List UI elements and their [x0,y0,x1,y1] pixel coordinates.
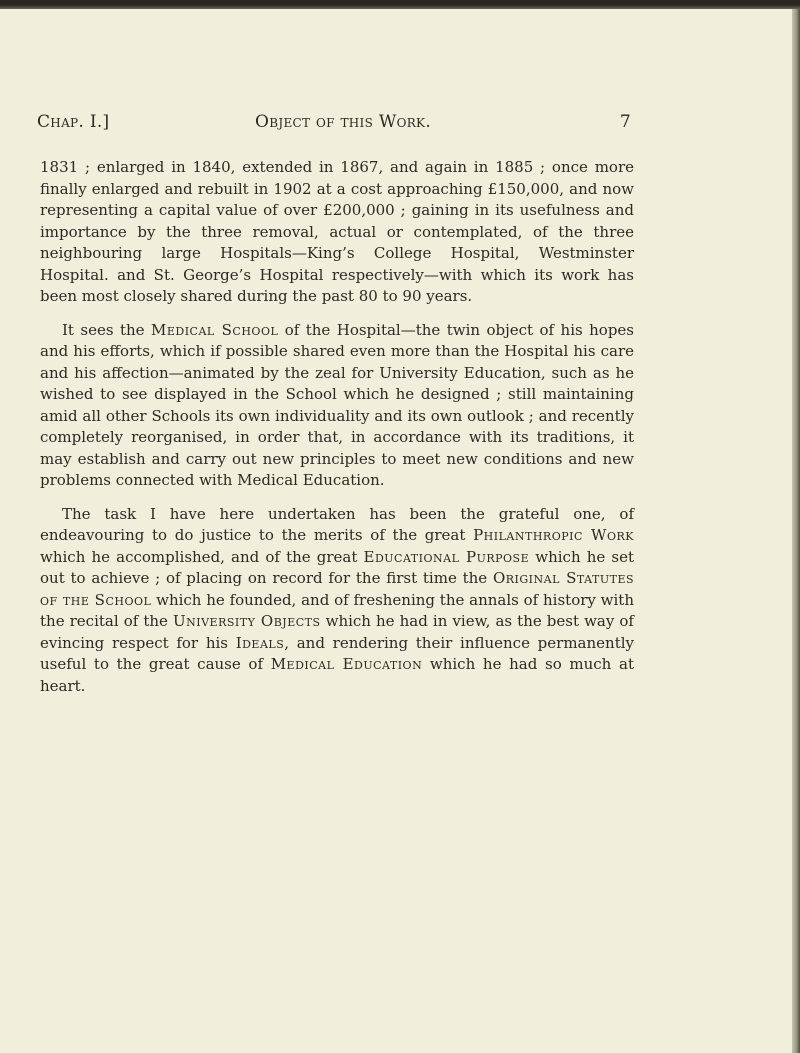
small-caps-medical-education: Medical Education [270,655,423,673]
page-right-edge [792,9,800,1053]
body-text [40,157,634,709]
small-caps-medical-school: Medical School [150,320,279,339]
paragraph-2 [40,320,634,492]
small-caps-ideals: Ideals [235,633,285,652]
paragraph-3-text-7: which he had so much at heart. [40,655,634,695]
paragraph-3-text-4: which he founded, and of freshening the annals of history with the recital of the [40,590,634,630]
paragraph-3-text-1: The task I have here undertaken has been the grateful one, of endeavouring to do justice to the merits of the great [40,504,634,544]
small-caps-original-statutes: Original Statutes of the School [40,569,635,609]
top-edge-rule [0,0,800,9]
paragraph-3-text-5: which he had in view, as the best way of evincing respect for his [40,612,634,652]
paragraph-3-text-6: , and rendering their influence permanently useful to the great cause of [40,633,634,673]
paragraph-2-text-1: It sees the [62,320,151,339]
paragraph-3-text-3: which he set out to achieve ; of placing on record for the first time the [40,547,634,587]
paragraph-3 [40,504,634,698]
running-header [37,112,631,138]
chapter-label: Chap. I.] [37,112,110,132]
paragraph-3-text-2: which he accomplished, and of the great [40,547,364,566]
running-title: Object of this Work. [255,112,432,132]
small-caps-philanthropic-work: Philanthropic Work [473,526,634,544]
paragraph-1 [40,157,634,308]
small-caps-educational-purpose: Educational Purpose [363,547,530,566]
paragraph-2-text-2: of the Hospital—the twin object of his hopes and his efforts, which if possible shared even more than the Hospital his care and his affection—animated by the zeal for University Education, such as he wished to see displayed in the School which he designed ; still maintaining amid all other Schools its own individuality and its own outlook ; and recently completely reorganised, in order that, in accordance with its traditions, it may establish and carry out new principles to meet new conditions and new problems connected with Medical Education. [40,320,634,489]
paragraph-1-text: 1831 ; enlarged in 1840, extended in 1867, and again in 1885 ; once more finally enlarged and rebuilt in 1902 at a cost approaching £150,000, and now representing a capital value of over £200,000 ; gaining in its usefulness and importance by the three removal, actual or contemplated, of the three neighbouring large Hospitals—King’s College Hospital, Westminster Hospital. and St. George’s Hospital respectively—with which its work has been most closely shared during the past 80 to 90 years. [40,158,634,305]
page-number: 7 [619,112,631,132]
small-caps-university-objects: University Objects [173,612,321,630]
